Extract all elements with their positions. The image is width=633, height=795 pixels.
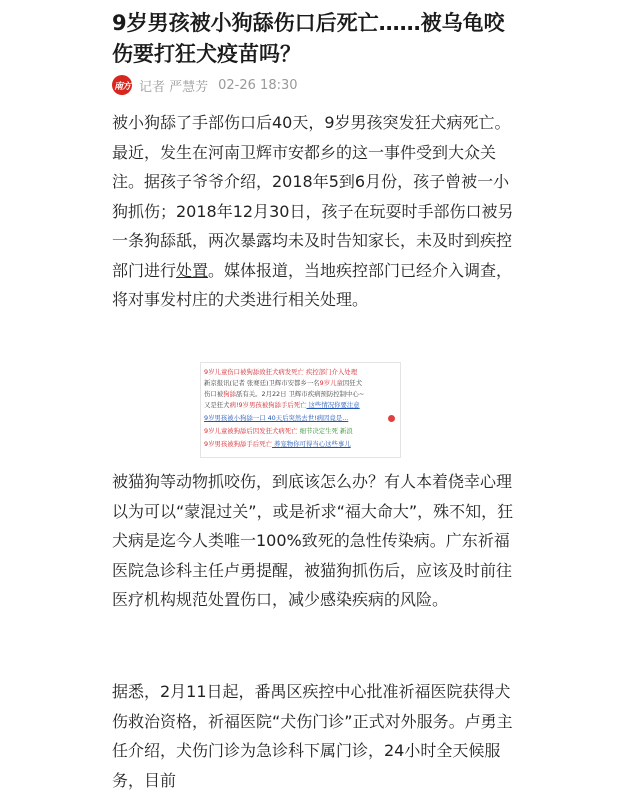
shot-line-7-b: 养宠物你可得当心这些事儿 (271, 440, 351, 448)
shot-line-6-b: 新浪 (337, 427, 353, 435)
shot-line-7 (204, 439, 397, 449)
shot-line-6-hl: 9岁儿童被狗舔后因发狂犬病死亡 (204, 427, 298, 435)
shot-line-1 (204, 367, 397, 377)
disposal-link[interactable]: 处置 (176, 260, 209, 280)
shot-line-2-b: 因狂犬 (342, 379, 363, 387)
paragraph-1-text-a: 被小狗舔了手部伤口后40天，9岁男孩突发狂犬病死亡。最近，发生在河南卫辉市安都乡的这一事件受到大众关注。据孩子爷爷介绍，2018年5到6月份，孩子曾被一小狗抓伤；2018年12月30日，孩子在玩耍时手部伤口被另一条狗舔舐，两次暴露均未及时告知家长，未及时到疾控部门进行 (112, 113, 514, 280)
shot-line-4-b: 这些情况你要注意 (306, 401, 360, 409)
shot-line-3-hl: 狗舔 (223, 390, 236, 398)
shot-line-6 (204, 426, 397, 436)
article-title: 9岁男孩被小狗舔伤口后死亡……被乌龟咬伤要打狂犬疫苗吗？ (112, 11, 505, 66)
shot-line-3 (204, 389, 397, 399)
article-meta (112, 74, 522, 96)
shot-line-1-hl: 9岁儿童伤口被狗舔致狂犬病发死亡 疾控部门介入处理 (204, 368, 358, 376)
shot-line-2 (204, 378, 397, 388)
embedded-news-screenshot[interactable] (200, 362, 401, 458)
shot-line-7-hl: 9岁男孩被狗舔手后死亡 (204, 440, 272, 448)
shot-line-3-a: 伤口被 (204, 390, 224, 398)
paragraph-1-text-b: 。媒体报道，当地疾控部门已经介入调查，将对事发村庄的犬类进行相关处理。 (112, 260, 513, 309)
record-dot-icon (388, 415, 395, 422)
shot-line-5-lk: 9岁男孩被小狗舔一口 40天后突然去世!病因竟是... (204, 414, 349, 422)
shot-line-5 (204, 413, 397, 423)
shot-line-4-a: 又是狂犬 (204, 401, 230, 409)
shot-line-3-b: 舐有关。2月22日 卫辉市疾病预防控制中心~ (235, 390, 365, 398)
paragraph-1 (112, 108, 522, 315)
source-logo-icon[interactable]: 南方 (112, 75, 132, 95)
shot-line-2-a: 新京报讯(记者 张赛廷)卫辉市安都乡一名 (204, 379, 320, 387)
paragraph-2: 被猫狗等动物抓咬伤，到底该怎么办？有人本着侥幸心理以为可以“蒙混过关”，或是祈求“福大命大”，殊不知，狂犬病是迄今人类唯一100%致死的急性传染病。广东祈福医院急诊科主任卢勇提醒，被猫狗抓伤后，应该及时前往医疗机构规范处置伤口，减少感染疾病的风险。 (112, 472, 514, 609)
shot-line-4-hl: 病!9岁男孩被狗舔手后死亡 (229, 401, 307, 409)
shot-line-4 (204, 400, 397, 410)
shot-line-2-hl: 9岁儿童 (319, 379, 343, 387)
shot-line-6-gr: 细节决定生死 (297, 427, 338, 435)
paragraph-3: 据悉，2月11日起，番禺区疾控中心批准祈福医院获得犬伤救治资格，祈福医院“犬伤门诊”正式对外服务。卢勇主任介绍，犬伤门诊为急诊科下属门诊，24小时全天候服务，目前 (112, 682, 513, 790)
author-name[interactable]: 记者 严慧芳 (139, 79, 209, 95)
publish-time: 02-26 18:30 (218, 77, 298, 93)
